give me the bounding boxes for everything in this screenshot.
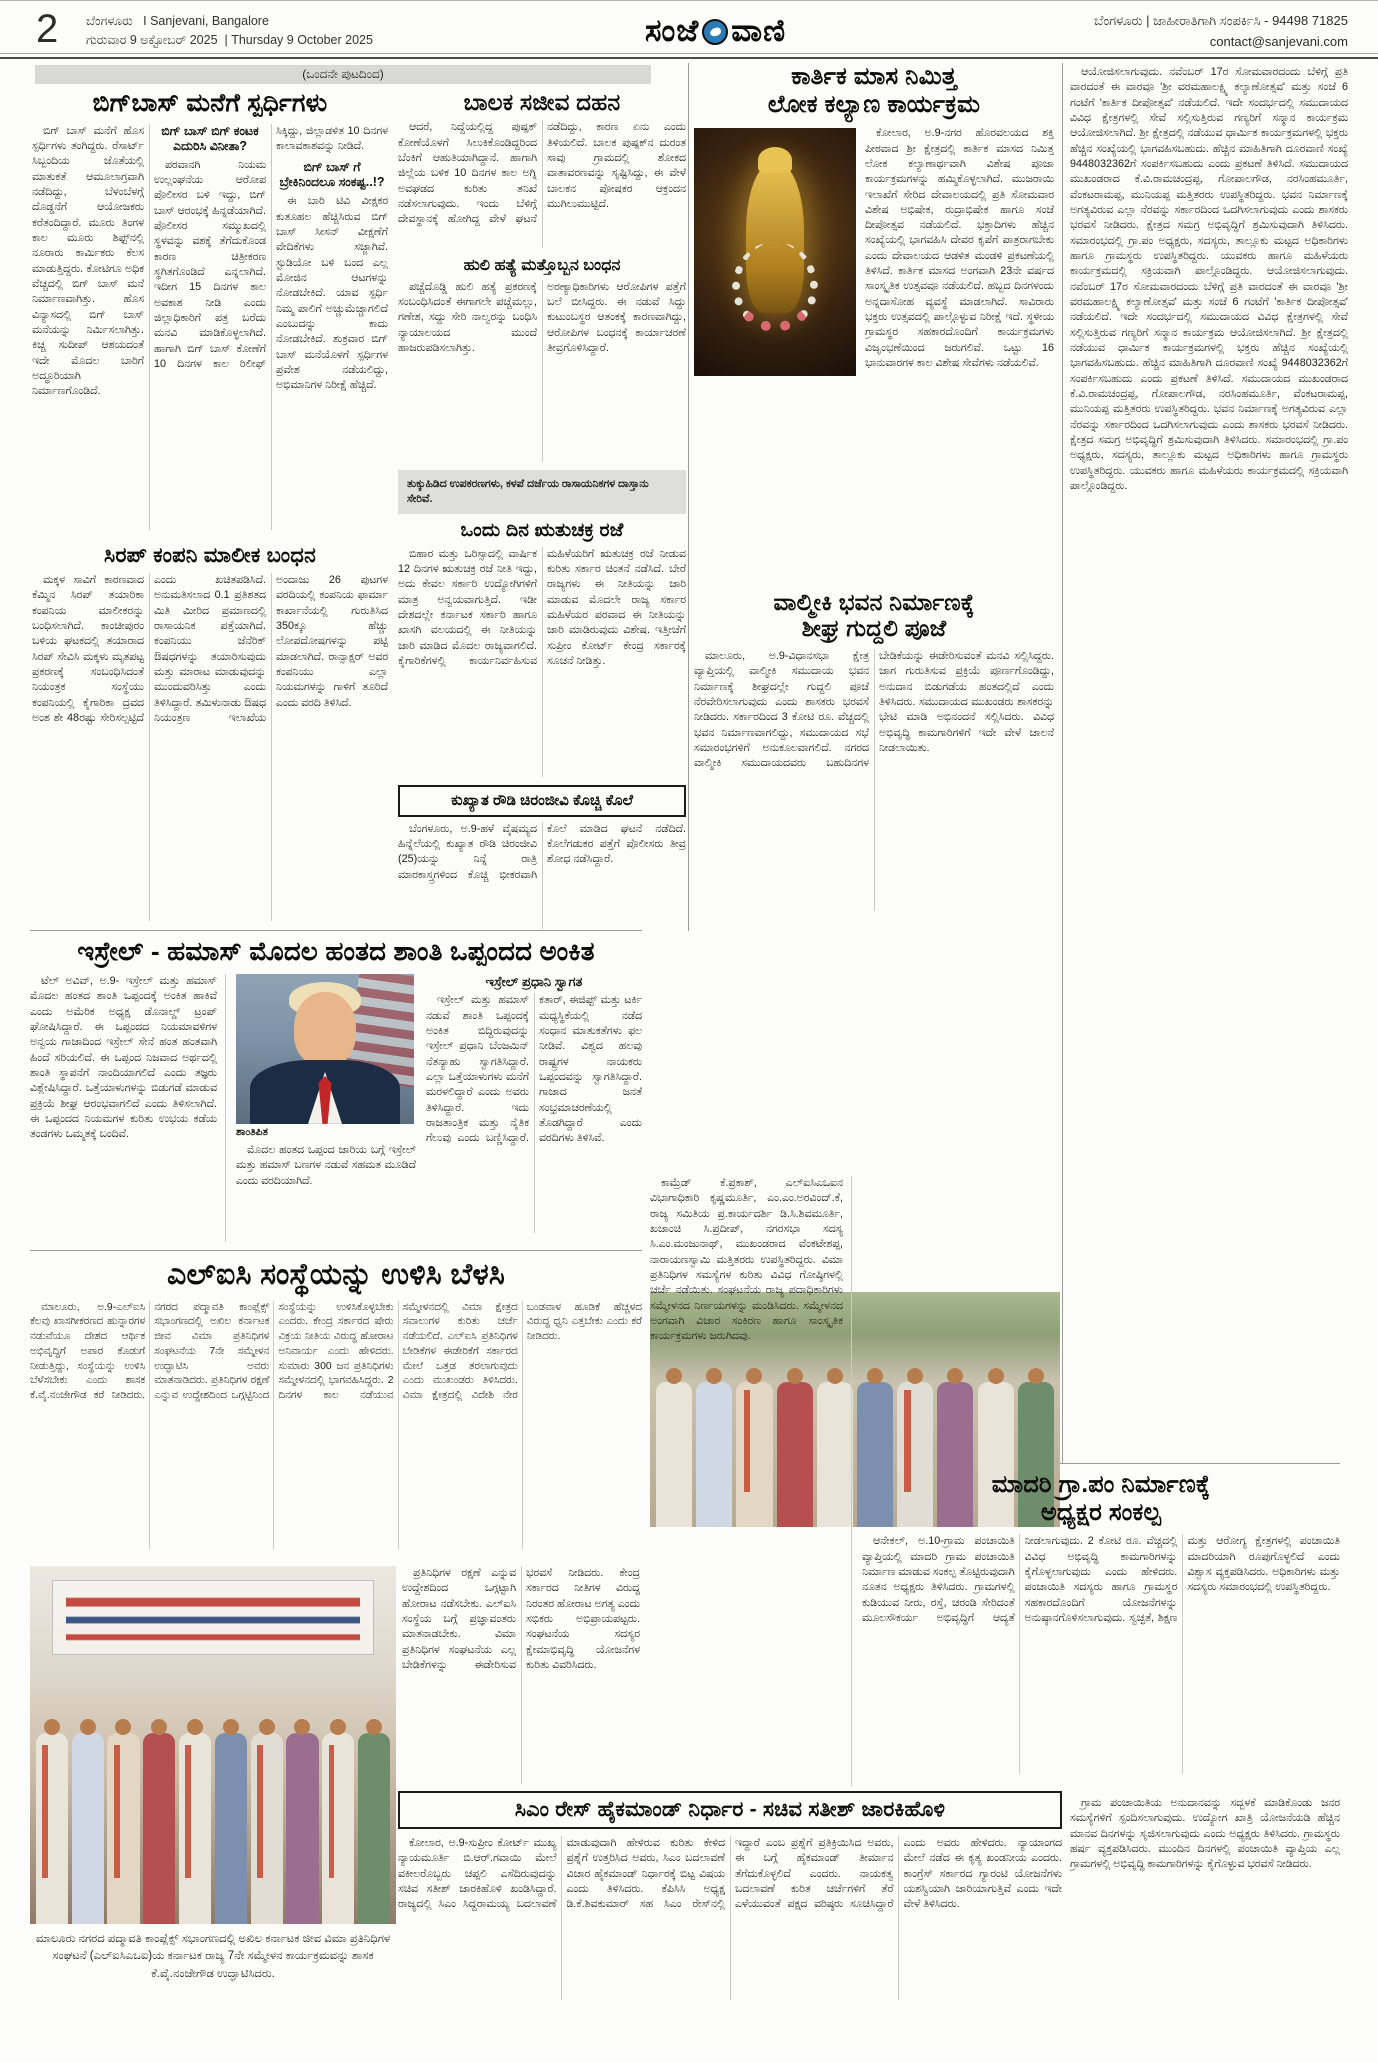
- madari-continuation: [1070, 1796, 1340, 2044]
- madari-cont-body: ಗ್ರಾಮ ಪಂಚಾಯಿತಿಯ ಅನುದಾನವನ್ನು ಸದ್ಬಳಕೆ ಮಾಡಿಕೊಂಡು ಜನರ ಸಮಸ್ಯೆಗಳಿಗೆ ಸ್ಪಂದಿಸಲಾಗುವುದು. ಉದ್ಯೋಗ ಖಾತ್ರಿ ಯೋಜನೆಯಡಿ ಹೆಚ್ಚಿನ ಮಾನವ ದಿನಗಳನ್ನು ಸೃಜಿಸಲಾಗುವುದು ಎಂದು ಅಧ್ಯಕ್ಷರು ತಿಳಿಸಿದರು. ಗ್ರಾಮಸ್ಥರು ಹರ್ಷ ವ್ಯಕ್ತಪಡಿಸಿದರು. ಮುಂದಿನ ದಿನಗಳಲ್ಲಿ ಪಂಚಾಯಿತಿ ವ್ಯಾಪ್ತಿಯ ಎಲ್ಲ ಗ್ರಾಮಗಳಲ್ಲಿ ಅಭಿವೃದ್ಧಿ ಕಾಮಗಾರಿಗಳನ್ನು ಕೈಗೊಳ್ಳುವ ಭರವಸೆ ನೀಡಿದರು.: [1070, 1797, 1340, 1871]
- headline-israel-hamas: ಇಸ್ರೇಲ್ - ಹಮಾಸ್ ಮೊದಲ ಹಂತದ ಶಾಂತಿ ಒಪ್ಪಂದದ ಅಂಕಿತ: [77, 936, 595, 966]
- madari-body: ಆನೇಕಲ್, ಅ.10-ಗ್ರಾಮ ಪಂಚಾಯಿತಿ ವ್ಯಾಪ್ತಿಯಲ್ಲಿ ಮಾದರಿ ಗ್ರಾಮ ಪಂಚಾಯಿತಿ ನಿರ್ಮಾಣ ಮಾಡುವ ಸಂಕಲ್ಪ ತೊಟ್ಟಿರುವುದಾಗಿ ನೂತನ ಅಧ್ಯಕ್ಷರು ತಿಳಿಸಿದರು. ಗ್ರಾಮಗಳಲ್ಲಿ ಕುಡಿಯುವ ನೀರು, ರಸ್ತೆ, ಚರಂಡಿ ಸೇರಿದಂತೆ ಮೂಲಸೌಕರ್ಯ ಅಭಿವೃದ್ಧಿಗೆ ಆದ್ಯತೆ ನೀಡಲಾಗುವುದು. 2 ಕೋಟಿ ರೂ. ವೆಚ್ಚದಲ್ಲಿ ವಿವಿಧ ಅಭಿವೃದ್ಧಿ ಕಾಮಗಾರಿಗಳನ್ನು ಕೈಗೊಳ್ಳಲಾಗುವುದು ಎಂದು ಹೇಳಿದರು. ಪಂಚಾಯಿತಿ ಸದಸ್ಯರು ಹಾಗೂ ಗ್ರಾಮಸ್ಥರ ಸಹಕಾರದೊಂದಿಗೆ ಯೋಜನೆಗಳನ್ನು ಅನುಷ್ಠಾನಗೊಳಿಸಲಾಗುವುದು. ಸ್ವಚ್ಛತೆ, ಶಿಕ್ಷಣ ಮತ್ತು ಆರೋಗ್ಯ ಕ್ಷೇತ್ರಗಳಲ್ಲಿ ಪಂಚಾಯಿತಿ ಮಾದರಿಯಾಗಿ ರೂಪುಗೊಳ್ಳಲಿದೆ ಎಂದು ವಿಶ್ವಾಸ ವ್ಯಕ್ತಪಡಿಸಿದರು. ಅಧಿಕಾರಿಗಳು ಮತ್ತು ಸದಸ್ಯರು ಸಮಾರಂಭದಲ್ಲಿ ಉಪಸ್ಥಿತರಿದ್ದರು.: [862, 1535, 1340, 1624]
- page-header: [0, 1, 1378, 59]
- article-israel-hamas: [30, 934, 642, 1248]
- israel-col-b-below: ಮೊದಲ ಹಂತದ ಒಪ್ಪಂದ ಜಾರಿಯ ಬಗ್ಗೆ ಇಸ್ರೇಲ್ ಮತ್ತು ಹಮಾಸ್ ಬಣಗಳ ನಡುವೆ ಸಹಮತ ಮೂಡಿದೆ ಎಂದು ವರದಿಯಾಗಿದೆ.: [236, 1143, 416, 1187]
- article-middle-stack: [398, 89, 686, 929]
- photo-crowd: [30, 1702, 396, 1924]
- flower-garland: [732, 242, 818, 332]
- column-divider: [1062, 63, 1063, 1463]
- person-figure: [286, 1733, 318, 1924]
- person-figure: [358, 1733, 390, 1924]
- rowdy-body: ಬೆಂಗಳೂರು, ಅ.9-ಹಳೆ ವೈಷಮ್ಯದ ಹಿನ್ನೆಲೆಯಲ್ಲಿ ಕುಖ್ಯಾತ ರೌಡಿ ಚಿರಂಜೀವಿ (25)ಯನ್ನು ನಿನ್ನೆ ರಾತ್ರಿ ಮಾರಕಾಸ್ತ್ರಗಳಿಂದ ಕೊಚ್ಚಿ ಭೀಕರವಾಗಿ ಕೊಲೆ ಮಾಡಿದ ಘಟನೆ ನಡೆದಿದೆ. ಕೊಲೆಗಡುಕರ ಪತ್ತೆಗೆ ಪೊಲೀಸರು ತೀವ್ರ ಶೋಧ ನಡೆಸಿದ್ದಾರೆ.: [398, 822, 686, 881]
- headline-kartika-2: ಲೋಕ ಕಲ್ಯಾಣ ಕಾರ್ಯಕ್ರಮ: [767, 90, 981, 118]
- headline-madari-1: ಮಾದರಿ ಗ್ರಾ.ಪಂ ನಿರ್ಮಾಣಕ್ಕೆ: [991, 1471, 1211, 1498]
- person-figure: [72, 1733, 104, 1924]
- kartika-body: ಕೋಲಾರ, ಅ.9-ನಗರ ಹೊರವಲಯದ ಶಕ್ತಿ ಪೀಠವಾದ ಶ್ರೀ ಕ್ಷೇತ್ರದಲ್ಲಿ ಕಾರ್ತಿಕ ಮಾಸದ ನಿಮಿತ್ತ ಲೋಕ ಕಲ್ಯಾಣಾರ್ಥವಾಗಿ ವಿಶೇಷ ಪೂಜಾ ಕಾರ್ಯಕ್ರಮಗಳನ್ನು ಹಮ್ಮಿಕೊಳ್ಳಲಾಗಿದೆ. ಮುಜರಾಯಿ ಇಲಾಖೆಗೆ ಸೇರಿದ ದೇವಾಲಯದಲ್ಲಿ ಪ್ರತಿ ಸೋಮವಾರ ವಿಶೇಷ ಅಭಿಷೇಕ, ರುದ್ರಾಭಿಷೇಕ ಹಾಗೂ ಸಂಜೆ ದೀಪೋತ್ಸವ ನಡೆಯಲಿದೆ. ಭಕ್ತಾದಿಗಳು ಹೆಚ್ಚಿನ ಸಂಖ್ಯೆಯಲ್ಲಿ ಭಾಗವಹಿಸಿ ದೇವರ ಕೃಪೆಗೆ ಪಾತ್ರರಾಗಬೇಕು ಎಂದು ದೇವಾಲಯದ ಆಡಳಿತ ಮಂಡಳಿ ಪ್ರಕಟಣೆಯಲ್ಲಿ ತಿಳಿಸಿದೆ. ಕಾರ್ತಿಕ ಮಾಸದ ಅಂಗವಾಗಿ 23ನೇ ವರ್ಷದ ಸಾಂಸ್ಕೃತಿಕ ಉತ್ಸವವೂ ನಡೆಯಲಿದೆ. ಹಬ್ಬದ ದಿನಗಳಂದು ಅನ್ನದಾಸೋಹ ವ್ಯವಸ್ಥೆ ಮಾಡಲಾಗಿದೆ. ಸಾವಿರಾರು ಭಕ್ತರು ಉತ್ಸವದಲ್ಲಿ ಪಾಲ್ಗೊಳ್ಳುವ ನಿರೀಕ್ಷೆ ಇದೆ. ಸ್ಥಳೀಯ ಗ್ರಾಮಸ್ಥರ ಸಹಕಾರದೊಂದಿಗೆ ಕಾರ್ಯಕ್ರಮಗಳು ವಿಜೃಂಭಣೆಯಿಂದ ಜರುಗಲಿವೆ. ಒಟ್ಟು 16 ಭಾನುವಾರಗಳ ಕಾಲ ವಿಶೇಷ ಸೇವೆಗಳು ನಡೆಯಲಿವೆ.: [865, 127, 1054, 370]
- headline-valmiki-2: ಶೀಘ್ರ ಗುದ್ದಲಿ ಪೂಜೆ: [801, 615, 947, 642]
- edition-kn: ಬೆಂಗಳೂರು: [86, 14, 133, 28]
- ad-contact-line: ಬೆಂಗಳೂರು | ಜಾಹೀರಾತಿಗಾಗಿ ಸಂಪರ್ಕಿಸಿ - 94498 71825: [1093, 13, 1348, 28]
- person-figure: [36, 1733, 68, 1924]
- person-figure: [107, 1733, 139, 1924]
- headline-rowdy-murder: ಕುಖ್ಯಾತ ರೌಡಿ ಚಿರಂಜೀವಿ ಕೊಚ್ಚಿ ಕೊಲೆ: [398, 785, 686, 817]
- article-bigboss: [32, 89, 388, 541]
- headline-balaka: ಬಾಲಕ ಸಜೀವ ದಹನ: [463, 89, 621, 115]
- far-right-body: ಆಯೋಜಿಸಲಾಗುವುದು. ನವೆಂಬರ್ 17ರ ಸೋಮವಾರದಂದು ಬೆಳಿಗ್ಗೆ ಪ್ರತಿ ವಾರದಂತೆ ಈ ವಾರವೂ 'ಶ್ರೀ ವರಮಹಾಲಕ್ಷ್ಮಿ ಕಲ್ಯಾಣೋತ್ಸವ' ಮತ್ತು ಸಂಜೆ 6 ಗಂಟೆಗೆ 'ಕಾರ್ತಿಕ ದೀಪೋತ್ಸವ' ನಡೆಯಲಿದೆ. ಇದೇ ಸಂದರ್ಭದಲ್ಲಿ ಸಮುದಾಯದ ವಿವಿಧ ಕ್ಷೇತ್ರಗಳಲ್ಲಿ ಸೇವೆ ಸಲ್ಲಿಸುತ್ತಿರುವ ಗಣ್ಯರಿಗೆ ಸನ್ಮಾನ ಕಾರ್ಯಕ್ರಮ ಆಯೋಜಿಸಲಾಗಿದೆ. ಶ್ರೀ ಕ್ಷೇತ್ರದಲ್ಲಿ ನಡೆಯುವ ಧಾರ್ಮಿಕ ಕಾರ್ಯಕ್ರಮಗಳಲ್ಲಿ ಭಕ್ತರು ಹೆಚ್ಚಿನ ಸಂಖ್ಯೆಯಲ್ಲಿ ಭಾಗವಹಿಸಬಹುದು. ಹೆಚ್ಚಿನ ಮಾಹಿತಿಗಾಗಿ ದೂರವಾಣಿ ಸಂಖ್ಯೆ 9448032362ಗೆ ಸಂಪರ್ಕಿಸಬಹುದು ಎಂದು ಪ್ರಕಟಣೆ ತಿಳಿಸಿದೆ. ಸಮುದಾಯದ ಮುಖಂಡರಾದ ಕೆ.ವಿ.ರಾಮಚಂದ್ರಪ್ಪ, ಗೋಪಾಲಗೌಡ, ನರಸಿಂಹಮೂರ್ತಿ, ವೆಂಕಟರಾಮಪ್ಪ, ಮುನಿಯಪ್ಪ ಮತ್ತಿತರರು ಉಪಸ್ಥಿತರಿದ್ದರು. ಭವನ ನಿರ್ಮಾಣಕ್ಕೆ ಅಗತ್ಯವಿರುವ ಎಲ್ಲಾ ನೆರವನ್ನು ಸರ್ಕಾರದಿಂದ ಒದಗಿಸಲಾಗುವುದು ಎಂದು ಶಾಸಕರು ಭರವಸೆ ನೀಡಿದರು. ಕ್ಷೇತ್ರದ ಸಮಗ್ರ ಅಭಿವೃದ್ಧಿಗೆ ಶ್ರಮಿಸುವುದಾಗಿ ತಿಳಿಸಿದರು. ಸಮಾರಂಭದಲ್ಲಿ ಗ್ರಾ.ಪಂ ಅಧ್ಯಕ್ಷರು, ಸದಸ್ಯರು, ತಾಲ್ಲೂಕು ಮಟ್ಟದ ಅಧಿಕಾರಿಗಳು ಹಾಗೂ ಗ್ರಾಮಸ್ಥರು ಉಪಸ್ಥಿತರಿದ್ದರು. ಯುವಕರು ಹಾಗೂ ಮಹಿಳೆಯರು ಕಾರ್ಯಕ್ರಮದಲ್ಲಿ ಸಕ್ರಿಯವಾಗಿ ಪಾಲ್ಗೊಂಡಿದ್ದರು. ಆಯೋಜಿಸಲಾಗುವುದು. ನವೆಂಬರ್ 17ರ ಸೋಮವಾರದಂದು ಬೆಳಿಗ್ಗೆ ಪ್ರತಿ ವಾರದಂತೆ ಈ ವಾರವೂ 'ಶ್ರೀ ವರಮಹಾಲಕ್ಷ್ಮಿ ಕಲ್ಯಾಣೋತ್ಸವ' ಮತ್ತು ಸಂಜೆ 6 ಗಂಟೆಗೆ 'ಕಾರ್ತಿಕ ದೀಪೋತ್ಸವ' ನಡೆಯಲಿದೆ. ಇದೇ ಸಂದರ್ಭದಲ್ಲಿ ಸಮುದಾಯದ ವಿವಿಧ ಕ್ಷೇತ್ರಗಳಲ್ಲಿ ಸೇವೆ ಸಲ್ಲಿಸುತ್ತಿರುವ ಗಣ್ಯರಿಗೆ ಸನ್ಮಾನ ಕಾರ್ಯಕ್ರಮ ಆಯೋಜಿಸಲಾಗಿದೆ. ಶ್ರೀ ಕ್ಷೇತ್ರದಲ್ಲಿ ನಡೆಯುವ ಧಾರ್ಮಿಕ ಕಾರ್ಯಕ್ರಮಗಳಲ್ಲಿ ಭಕ್ತರು ಹೆಚ್ಚಿನ ಸಂಖ್ಯೆಯಲ್ಲಿ ಭಾಗವಹಿಸಬಹುದು. ಹೆಚ್ಚಿನ ಮಾಹಿತಿಗಾಗಿ ದೂರವಾಣಿ ಸಂಖ್ಯೆ 9448032362ಗೆ ಸಂಪರ್ಕಿಸಬಹುದು ಎಂದು ಪ್ರಕಟಣೆ ತಿಳಿಸಿದೆ. ಸಮುದಾಯದ ಮುಖಂಡರಾದ ಕೆ.ವಿ.ರಾಮಚಂದ್ರಪ್ಪ, ಗೋಪಾಲಗೌಡ, ನರಸಿಂಹಮೂರ್ತಿ, ವೆಂಕಟರಾಮಪ್ಪ, ಮುನಿಯಪ್ಪ ಮತ್ತಿತರರು ಉಪಸ್ಥಿತರಿದ್ದರು. ಭವನ ನಿರ್ಮಾಣಕ್ಕೆ ಅಗತ್ಯವಿರುವ ಎಲ್ಲಾ ನೆರವನ್ನು ಸರ್ಕಾರದಿಂದ ಒದಗಿಸಲಾಗುವುದು ಎಂದು ಶಾಸಕರು ಭರವಸೆ ನೀಡಿದರು. ಕ್ಷೇತ್ರದ ಸಮಗ್ರ ಅಭಿವೃದ್ಧಿಗೆ ಶ್ರಮಿಸುವುದಾಗಿ ತಿಳಿಸಿದರು. ಸಮಾರಂಭದಲ್ಲಿ ಗ್ರಾ.ಪಂ ಅಧ್ಯಕ್ಷರು, ಸದಸ್ಯರು, ತಾಲ್ಲೂಕು ಮಟ್ಟದ ಅಧಿಕಾರಿಗಳು ಹಾಗೂ ಗ್ರಾಮಸ್ಥರು ಉಪಸ್ಥಿತರಿದ್ದರು. ಯುವಕರು ಹಾಗೂ ಮಹಿಳೆಯರು ಕಾರ್ಯಕ್ರಮದಲ್ಲಿ ಸಕ್ರಿಯವಾಗಿ ಪಾಲ್ಗೊಂಡಿದ್ದರು.: [1070, 66, 1348, 492]
- person-figure: [215, 1733, 247, 1924]
- column-divider: [688, 63, 689, 931]
- bigboss-subhead-2: ಬಿಗ್ ಬಾಸ್ ಗೆ ಬ್ರೇಕಿನಿಂದಲೂ ಸಂಕಷ್ಟ..!?: [279, 160, 385, 190]
- headline-madari-2: ಅಧ್ಯಕ್ಷರ ಸಂಕಲ್ಪ: [1040, 1498, 1162, 1526]
- far-right-column: [1070, 65, 1348, 1461]
- valmiki-body: ಮಾಲೂರು, ಅ.9-ವಿಧಾನಸಭಾ ಕ್ಷೇತ್ರ ವ್ಯಾಪ್ತಿಯಲ್ಲಿ ವಾಲ್ಮೀಕಿ ಸಮುದಾಯ ಭವನ ನಿರ್ಮಾಣಕ್ಕೆ ಶೀಘ್ರದಲ್ಲೇ ಗುದ್ದಲಿ ಪೂಜೆ ನೆರವೇರಿಸಲಾಗುವುದು ಎಂದು ಶಾಸಕರು ಭರವಸೆ ನೀಡಿದರು. ಸರ್ಕಾರದಿಂದ 3 ಕೋಟಿ ರೂ. ವೆಚ್ಚದಲ್ಲಿ ಭವನ ನಿರ್ಮಾಣವಾಗಲಿದ್ದು, ಸಮುದಾಯದ ಸಭೆ ಸಮಾರಂಭಗಳಿಗೆ ಅನುಕೂಲವಾಗಲಿದೆ. ನಗರದ ವಾಲ್ಮೀಕಿ ಸಮುದಾಯದವರು ಬಹುದಿನಗಳ ಬೇಡಿಕೆಯನ್ನು ಈಡೇರಿಸುವಂತೆ ಮನವಿ ಸಲ್ಲಿಸಿದ್ದರು. ಜಾಗ ಗುರುತಿಸುವ ಪ್ರಕ್ರಿಯೆ ಪೂರ್ಣಗೊಂಡಿದ್ದು, ಅನುದಾನ ಬಿಡುಗಡೆಯ ಹಂತದಲ್ಲಿದೆ ಎಂದು ತಿಳಿಸಿದರು. ಸಮುದಾಯದ ಮುಖಂಡರು ಶಾಸಕರನ್ನು ಭೇಟಿ ಮಾಡಿ ಅಭಿನಂದನೆ ಸಲ್ಲಿಸಿದರು. ವಿವಿಧ ಅಭಿವೃದ್ಧಿ ಕಾಮಗಾರಿಗಳಿಗೆ ಇದೇ ವೇಳೆ ಚಾಲನೆ ನೀಡಲಾಯಿತು.: [694, 649, 1054, 770]
- headline-sirap: ಸಿರಪ್ ಕಂಪನಿ ಮಾಲೀಕ ಬಂಧನ: [104, 544, 316, 567]
- date-kn: ಗುರುವಾರ 9 ಅಕ್ಟೋಬರ್ 2025: [86, 32, 218, 47]
- headline-lic: ಎಲ್‌ಐಸಿ ಸಂಸ್ಥೆಯನ್ನು ಉಳಿಸಿ ಬೆಳಸಿ: [167, 1258, 505, 1291]
- headline-cm-race: ಸಿಎಂ ರೇಸ್ ಹೈಕಮಾಂಡ್ ನಿರ್ಧಾರ - ಸಚಿವ ಸತೀಶ್ ಜಾರಕಿಹೊಳಿ: [398, 1791, 1062, 1829]
- person-figure: [322, 1733, 354, 1924]
- sirap-body: ಮಕ್ಕಳ ಸಾವಿಗೆ ಕಾರಣವಾದ ಕೆಮ್ಮಿನ ಸಿರಪ್ ತಯಾರಿಕಾ ಕಂಪನಿಯ ಮಾಲೀಕರನ್ನು ಬಂಧಿಸಲಾಗಿದೆ. ಕಾಂಚೀಪುರಂ ಬಳಿಯ ಘಟಕದಲ್ಲಿ ತಯಾರಾದ ಸಿರಪ್ ಸೇವಿಸಿ ಮಕ್ಕಳು ಮೃತಪಟ್ಟ ಪ್ರಕರಣಕ್ಕೆ ಸಂಬಂಧಿಸಿದಂತೆ ನಿಯಂತ್ರಕ ಸಂಸ್ಥೆಯು ಕಂಪನಿಯಲ್ಲಿ ಕೈಗಾರಿಕಾ ದ್ರವದ ಅಂಶ ಶೇ 48ರಷ್ಟು ಸೇರಿಸಲ್ಪಟ್ಟಿದೆ ಎಂದು ಖಚಿತಪಡಿಸಿದೆ. ಅನುಮತಿಸಲಾದ 0.1 ಪ್ರತಿಶತದ ಮಿತಿ ಮೀರಿದ ಪ್ರಮಾಣದಲ್ಲಿ ರಾಸಾಯನಿಕ ಪತ್ತೆಯಾಗಿದೆ. ಕಂಪನಿಯು ಜೆನೆರಿಕ್ ಔಷಧಗಳನ್ನು ತಯಾರಿಸುವುದು ಮತ್ತು ಮಾರಾಟ ಮಾಡುವುದನ್ನು ಮುಂದುವರಿಸಿತ್ತು ಎಂದು ತಿಳಿಸಿದ್ದಾರೆ. ತಮಿಳುನಾಡು ಔಷಧ ನಿಯಂತ್ರಣ ಇಲಾಖೆಯ ಅಂದಾಜು 26 ಪುಟಗಳ ವರದಿಯಲ್ಲಿ ಕಂಪನಿಯ ಫಾರ್ಮಾ ಕಾರ್ಖಾನೆಯಲ್ಲಿ ಗುರುತಿಸಿದ 350ಕ್ಕೂ ಹೆಚ್ಚು ಲೋಪದೋಷಗಳನ್ನು ಪಟ್ಟಿ ಮಾಡಲಾಗಿದೆ. ರಾನ್ಸಾಕ್ಷರ್ ಅವರ ಕಂಪನಿಯು ಎಲ್ಲಾ ನಿಯಮಗಳನ್ನು ಗಾಳಿಗೆ ತೂರಿದೆ ಎಂದು ವರದಿ ತಿಳಿಸಿದೆ.: [32, 574, 388, 725]
- article-cm-race: [398, 1791, 1062, 2017]
- trump-face: [294, 992, 356, 1066]
- trump-photo: [236, 974, 414, 1124]
- section-divider: [30, 930, 642, 931]
- bigboss-body-2: ಪರವಾನಗಿ ನಿಯಮ ಉಲ್ಲಂಘನೆಯ ಆರೋಪ ಪೊಲೀಸರ ಬಳಿ ಇದ್ದು, ಬಿಗ್ ಬಾಸ್ ಆರಂಭಕ್ಕೆ ಹಿನ್ನಡೆಯಾಗಿದೆ. ಪೊಲೀಸರ ಸಮ್ಮುಖದಲ್ಲಿ ಸ್ಥಳವನ್ನು ವಶಕ್ಕೆ ತೆಗೆದುಕೊಂಡ ಕಾರಣ ಚಿತ್ರೀಕರಣ ಸ್ಥಗಿತಗೊಂಡಿದೆ ಎನ್ನಲಾಗಿದೆ. ಇದೀಗ 15 ದಿನಗಳ ಕಾಲ ಅವಕಾಶ ನೀಡಿ ಎಂದು ಜಿಲ್ಲಾಧಿಕಾರಿಗೆ ಪತ್ರ ಬರೆದು ಮನವಿ ಮಾಡಿಕೊಳ್ಳಲಾಗಿದೆ. ಹಾಗಾಗಿ ಬಿಗ್ ಬಾಸ್ ಕೋಣೆಗೆ 10 ದಿನಗಳ ಕಾಲ ರಿಲೀಫ್ ಸಿಕ್ಕಿದ್ದು, ಜಿಲ್ಲಾಡಳಿತ 10 ದಿನಗಳ ಕಾಲಾವಕಾಶವನ್ನು ನೀಡಿದೆ.: [154, 124, 388, 371]
- edition-date-block: [86, 12, 373, 50]
- continued-from-page-strip: (ಒಂದನೇ ಪುಟದಿಂದ): [35, 65, 651, 84]
- lic-names-column: [650, 1176, 852, 1786]
- lic-continuation: [402, 1566, 640, 1784]
- person-figure: [179, 1733, 211, 1924]
- headline-valmiki-1: ವಾಲ್ಮೀಕಿ ಭವನ ನಿರ್ಮಾಣಕ್ಕೆ: [773, 589, 975, 615]
- israel-col-a: ಟೆಲ್ ಅವಿವ್, ಅ.9- ಇಸ್ರೇಲ್ ಮತ್ತು ಹಮಾಸ್ ಮೊದಲ ಹಂತದ ಶಾಂತಿ ಒಪ್ಪಂದಕ್ಕೆ ಅಂಕಿತ ಹಾಕಿವೆ ಎಂದು ಅಮೆರಿಕ ಅಧ್ಯಕ್ಷ ಡೊನಾಲ್ಡ್ ಟ್ರಂಪ್ ಘೋಷಿಸಿದ್ದಾರೆ. ಈ ಒಪ್ಪಂದದ ನಿಯಮಾವಳಿಗಳ ಅನ್ವಯ ಗಾಜಾದಿಂದ ಇಸ್ರೇಲ್ ಸೇನೆ ಹಂತ ಹಂತವಾಗಿ ಹಿಂದೆ ಸರಿಯಲಿದೆ. ಈ ಒಪ್ಪಂದ ನಿಜವಾದ ಅರ್ಥದಲ್ಲಿ ಶಾಂತಿ ಸ್ಥಾಪನೆಗೆ ನಾಂದಿಯಾಗಲಿದೆ ಎಂದು ತಜ್ಞರು ವಿಶ್ಲೇಷಿಸಿದ್ದಾರೆ. ಒತ್ತೆಯಾಳುಗಳನ್ನು ಬಿಡುಗಡೆ ಮಾಡುವ ಪ್ರಕ್ರಿಯೆ ಶೀಘ್ರ ಆರಂಭವಾಗಲಿದೆ ಎಂದು ತಿಳಿಸಲಾಗಿದೆ. ಈ ಒಪ್ಪಂದದ ನಿಯಮಗಳ ಕುರಿತು ಉಭಯ ಕಡೆಯ ತಂಡಗಳು ಒಮ್ಮತಕ್ಕೆ ಬಂದಿವೆ.: [30, 974, 217, 1141]
- israel-col-c: ಇಸ್ರೇಲ್ ಮತ್ತು ಹಮಾಸ್ ನಡುವೆ ಶಾಂತಿ ಒಪ್ಪಂದಕ್ಕೆ ಅಂಕಿತ ಬಿದ್ದಿರುವುದನ್ನು ಇಸ್ರೇಲ್ ಪ್ರಧಾನಿ ಬೆಂಜಮಿನ್ ನೆತನ್ಯಾಹು ಸ್ವಾಗತಿಸಿದ್ದಾರೆ. ಎಲ್ಲಾ ಒತ್ತೆಯಾಳುಗಳು ಮನೆಗೆ ಮರಳಲಿದ್ದಾರೆ ಎಂದು ಅವರು ತಿಳಿಸಿದ್ದಾರೆ. ಇದು ರಾಜತಾಂತ್ರಿಕ ಮತ್ತು ನೈತಿಕ ಗೆಲುವು ಎಂದು ಬಣ್ಣಿಸಿದ್ದಾರೆ. ಕತಾರ್, ಈಜಿಪ್ಟ್ ಮತ್ತು ಟರ್ಕಿ ಮಧ್ಯಸ್ಥಿಕೆಯಲ್ಲಿ ನಡೆದ ಸಂಧಾನ ಮಾತುಕತೆಗಳು ಫಲ ನೀಡಿವೆ. ವಿಶ್ವದ ಹಲವು ರಾಷ್ಟ್ರಗಳ ನಾಯಕರು ಒಪ್ಪಂದವನ್ನು ಸ್ವಾಗತಿಸಿದ್ದಾರೆ. ಗಾಜಾದ ಜನತೆ ಸಂಭ್ರಮಾಚರಣೆಯಲ್ಲಿ ತೊಡಗಿದ್ದಾರೆ ಎಂದು ವರದಿಗಳು ತಿಳಿಸಿವೆ.: [426, 994, 642, 1145]
- article-madari: [862, 1471, 1340, 1789]
- headline-rutuchakra: ಒಂದು ದಿನ ಋತುಚಕ್ರ ರಜೆ: [460, 519, 624, 541]
- israel-photo-column: [236, 974, 416, 1242]
- israel-pm-subhead: ಇಸ್ರೇಲ್ ಪ್ರಧಾನಿ ಸ್ವಾಗತ: [485, 973, 583, 989]
- trump-photo-caption: ಶಾಂತಿಪಿತ: [236, 1125, 268, 1138]
- article-valmiki: [694, 589, 1054, 929]
- date-en: | Thursday 9 October 2025: [224, 32, 373, 47]
- bigboss-body-1: ಬಿಗ್ ಬಾಸ್ ಮನೆಗೆ ಹೊಸ ಸ್ಪರ್ಧಿಗಳು ತಂಗಿದ್ದರು. ರೆಸಾರ್ಟ್ ಸಿಬ್ಬಂದಿಯ ಜೊತೆಯಲ್ಲಿ ಮಾತುಕತೆ ಆಮೂಲಾಗ್ರವಾಗಿ ನಡೆದಿದ್ದು, ಬೆಳಂಬೆಳಗ್ಗೆ ದೊಡ್ಡನೆಗೆ ಆಯೋಜಕರು ಕರೆತಂದಿದ್ದಾರೆ. ಮೂರು ತಿಂಗಳ ಕಾಲ ಮೂರು ಶಿಫ್ಟ್‌ನಲ್ಲಿ ನೂರಾರು ಕಾರ್ಮಿಕರು ಕೆಲಸ ಮಾಡುತ್ತಿದ್ದರು. ಕೋಟಿಗೂ ಅಧಿಕ ವೆಚ್ಚದಲ್ಲಿ ಬಿಗ್ ಬಾಸ್ ಮನೆ ನಿರ್ಮಾಣವಾಗಿತ್ತು. ಹೊಸ ವಿನ್ಯಾಸದಲ್ಲಿ ಬಿಗ್ ಬಾಸ್ ಮನೆಯನ್ನು ನಿರ್ಮಿಸಲಾಗಿತ್ತು. ಕಿಚ್ಚ ಸುದೀಪ್ ಆಶಯದಂತೆ ಇದೇ ಮೊದಲ ಬಾರಿಗೆ ಅದ್ಧೂರಿಯಾಗಿ ನಿರ್ಮಾಣಗೊಂಡಿದೆ.: [32, 124, 144, 398]
- masthead-left: ಸಂಜೆ: [645, 13, 700, 48]
- israel-right-columns: [426, 974, 642, 1242]
- lic-event-photo: [30, 1566, 396, 1924]
- rutuchakra-body: ಬಿಹಾರ ಮತ್ತು ಒರಿಸ್ಸಾದಲ್ಲಿ ವಾರ್ಷಿಕ 12 ದಿನಗಳ ಋತುಚಕ್ರ ರಜೆ ನೀತಿ ಇದ್ದು, ಅದು ಕೇವಲ ಸರ್ಕಾರಿ ಉದ್ಯೋಗಿಗಳಿಗೆ ಮಾತ್ರ ಅನ್ವಯವಾಗುತ್ತಿದೆ. ಇಡೀ ದೇಶದಲ್ಲೇ ಕರ್ನಾಟಕ ಸರ್ಕಾರಿ ಹಾಗೂ ಖಾಸಗಿ ವಲಯದಲ್ಲಿ ಈ ನೀತಿಯನ್ನು ಜಾರಿ ಮಾಡಿದ ಮೊದಲ ರಾಜ್ಯವಾಗಲಿದೆ. ಕೈಗಾರಿಕೆಗಳಲ್ಲಿ ಕಾರ್ಯನಿರ್ವಹಿಸುವ ಮಹಿಳೆಯರಿಗೆ ಋತುಚಕ್ರ ರಜೆ ನೀಡುವ ಕುರಿತು ಸರ್ಕಾರ ಚಿಂತನೆ ನಡೆಸಿದೆ. ಬೇರೆ ರಾಜ್ಯಗಳು ಈ ನೀತಿಯನ್ನು ಜಾರಿ ಮಾಡುವ ಮೊದಲೇ ರಾಜ್ಯ ಸರ್ಕಾರ ಮಹಿಳೆಯರ ಪರವಾದ ಈ ನೀತಿಯನ್ನು ಜಾರಿ ಮಾಡಿರುವುದು ವಿಶೇಷ. ಇತ್ತೀಚೆಗೆ ಸುಪ್ರೀಂ ಕೋರ್ಟ್ ಕೇಂದ್ರ ಸರ್ಕಾರಕ್ಕೆ ಸೂಚನೆ ನೀಡಿತ್ತು.: [398, 547, 686, 667]
- lic-names-body: ಕಾಮ್ರೆಡ್ ಕೆ.ಪ್ರಕಾಶ್, ಎಲ್‌ಐಸಿಎಒಐನ ವಿಭಾಗಾಧಿಕಾರಿ ಕೃಷ್ಣಮೂರ್ತಿ, ಎಂ.ಎಂ.ಅರವಿಂದ್.ಕೆ, ರಾಜ್ಯ ಸಮಿತಿಯ ಪ್ರ.ಕಾರ್ಯದರ್ಶಿ ಡಿ.ಸಿ.ಶಿವಮೂರ್ತಿ, ಖಜಾಂಚಿ ಸಿ.ಪ್ರದೀಪ್, ನಗರಸಭಾ ಸದಸ್ಯ ಸಿ.ಎಂ.ಮಂಜುನಾಥ್, ಮುಖಂಡರಾದ ವೆಂಕಟೇಶಪ್ಪ, ನಾರಾಯಣಸ್ವಾಮಿ ಮತ್ತಿತರರು ಉಪಸ್ಥಿತರಿದ್ದರು. ವಿಮಾ ಪ್ರತಿನಿಧಿಗಳ ಸಮಸ್ಯೆಗಳ ಕುರಿತು ವಿವಿಧ ಗೋಷ್ಠಿಗಳಲ್ಲಿ ಚರ್ಚೆ ನಡೆಯಿತು. ಸಂಘಟನೆಯ ರಾಜ್ಯ ಪದಾಧಿಕಾರಿಗಳು ಸಮ್ಮೇಳನದ ನಿರ್ಣಯಗಳನ್ನು ಮಂಡಿಸಿದರು. ಸಮ್ಮೇಳನದ ಅಂಗವಾಗಿ ವಿಚಾರ ಸಂಕಿರಣ ಹಾಗೂ ಸಾಂಸ್ಕೃತಿಕ ಕಾರ್ಯಕ್ರಮಗಳು ಜರುಗಿದವು.: [650, 1177, 843, 1343]
- lic-photo-caption: ಮಾಲೂರು ನಗರದ ಪದ್ಮಾವತಿ ಕಾಂಪ್ಲೆಕ್ಸ್ ಸಭಾಂಗಣದಲ್ಲಿ ಅಖಿಲ ಕರ್ನಾಟಕ ಜೀವ ವಿಮಾ ಪ್ರತಿನಿಧಿಗಳ ಸಂಘಟನೆ (ಎಲ್‌ಐಸಿಎಒಐ)ಯ ಕರ್ನಾಟಕ ರಾಜ್ಯ 7ನೇ ಸಮ್ಮೇಳನ ಕಾರ್ಯಕ್ರಮವನ್ನು ಶಾಸಕ ಕೆ.ವೈ.ನಂಜೇಗೌಡ ಉದ್ಘಾಟಿಸಿದರು.: [35, 1933, 391, 1980]
- article-kartika: [694, 63, 1054, 585]
- masthead: [645, 13, 786, 50]
- masthead-right: ವಾಣಿ: [731, 13, 787, 48]
- article-lic: [30, 1254, 642, 1562]
- contact-email: contact@sanjevani.com: [1209, 33, 1348, 49]
- person-figure: [143, 1733, 175, 1924]
- headline-kartika-1: ಕಾರ್ತಿಕ ಮಾಸ ನಿಮಿತ್ತ: [791, 63, 957, 90]
- huli-body: ಪಚ್ಚೆದೊಡ್ಡಿ ಹುಲಿ ಹತ್ಯೆ ಪ್ರಕರಣಕ್ಕೆ ಸಂಬಂಧಿಸಿದಂತೆ ಈಗಾಗಲೇ ಪಚ್ಚೆಮಲ್ಲು, ಗಣೇಶ, ಸದ್ದು ಸೇರಿ ನಾಲ್ವರನ್ನು ಬಂಧಿಸಿ ನ್ಯಾಯಾಲಯದ ಮುಂದೆ ಹಾಜರುಪಡಿಸಲಾಗಿತ್ತು. ಅರಣ್ಯಾಧಿಕಾರಿಗಳು ಆರೋಪಿಗಳ ಪತ್ತೆಗೆ ಬಲೆ ಬೀಸಿದ್ದರು. ಈ ನಡುವೆ ಸಿದ್ದು ಕುಟುಂಬಸ್ಥರ ಆತಂಕಕ್ಕೆ ಕಾರಣವಾಗಿದ್ದು, ಆರೋಪಿಗಳ ಬಂಧನಕ್ಕೆ ಕಾರ್ಯಾಚರಣೆ ತೀವ್ರಗೊಳಿಸಿದ್ದಾರೆ.: [398, 280, 686, 354]
- section-divider: [30, 1250, 642, 1251]
- bigboss-body-3: ಈ ಬಾರಿ ಟಿವಿ ವೀಕ್ಷಕರ ಕುತೂಹಲ ಹೆಚ್ಚಿಸಿರುವ ಬಿಗ್ ಬಾಸ್ ಸೀಸನ್ ವೀಕ್ಷಣೆಗೆ ವೇದಿಕೆಗಳು ಸಜ್ಜಾಗಿವೆ. ಸ್ಟುಡಿಯೋ ಬಳಿ ಬಂದ ಎಲ್ಲ ಮೋಜಿನ ಆಟಗಳನ್ನು ನೋಡಬೇಕಿದೆ. ಯಾವ ಸ್ಪರ್ಧಿ ನಿಮ್ಮ ಪಾಲಿಗೆ ಅಚ್ಚುಮೆಚ್ಚಾಗಲಿದೆ ಎಂಬುದನ್ನು ಕಾದು ನೋಡಬೇಕಿದೆ. ಶುಕ್ರವಾರ ಬಿಗ್ ಬಾಸ್ ಮನೆಯೊಳಗೆ ಸ್ಪರ್ಧಿಗಳ ಪ್ರವೇಶ ನಡೆಯಲಿದ್ದು, ಅಭಿಮಾನಿಗಳ ನಿರೀಕ್ಷೆ ಹೆಚ್ಚಿದೆ.: [276, 195, 388, 392]
- balaka-body: ಆದರೆ, ನಿದ್ದೆಯಲ್ಲಿದ್ದ ಪುಷ್ಪಕ್ ಕೋಣೆಯೊಳಗೆ ಸಿಲುಕಿಕೊಂಡಿದ್ದರಿಂದ ಬೆಂಕಿಗೆ ಆಹುತಿಯಾಗಿದ್ದಾನೆ. ಹಾಗಾಗಿ ಜಿಲ್ಲೆಯ ಬಳಿಕ 10 ದಿನಗಳ ಕಾಲ ಅಗ್ನಿ ಅವಘಡದ ಕುರಿತು ತನಿಖೆ ನಡೆಸಲಾಗುವುದು. ಇಂದು ಬೆಳಿಗ್ಗೆ ದೇವಸ್ಥಾನಕ್ಕೆ ಹೋಗಿದ್ದ ವೇಳೆ ಘಟನೆ ನಡೆದಿದ್ದು, ಕಾರಣ ಏನು ಎಂದು ತಿಳಿಯಲಿದೆ. ಬಾಲಕ ಪುಷ್ಪಕ್‌ನ ದುರಂತ ಸಾವು ಗ್ರಾಮದಲ್ಲಿ ಶೋಕದ ವಾತಾವರಣವನ್ನು ಸೃಷ್ಟಿಸಿದ್ದು, ಈ ವೇಳೆ ಬಾಲಕನ ಪೋಷಕರ ಆಕ್ರಂದನ ಮುಗಿಲುಮುಟ್ಟಿದೆ.: [398, 121, 686, 226]
- contact-block: [1094, 11, 1348, 53]
- event-banner: [52, 1580, 374, 1655]
- deity-photo: [694, 128, 856, 376]
- masthead-bird-logo-icon: [702, 19, 728, 45]
- lic-cont-body: ಪ್ರತಿನಿಧಿಗಳ ರಕ್ಷಣೆ ಎನ್ನುವ ಉದ್ದೇಶದಿಂದ ಒಗ್ಗಟ್ಟಾಗಿ ಹೋರಾಟ ನಡೆಸಬೇಕು. ಎಲ್‌ಐಸಿ ಸಂಸ್ಥೆಯ ಬಗ್ಗೆ ಪ್ರಜ್ಞಾವಂತರು ಮಾತನಾಡಬೇಕು. ವಿಮಾ ಪ್ರತಿನಿಧಿಗಳ ಸಂಘಟನೆಯ ಎಲ್ಲ ಬೇಡಿಕೆಗಳನ್ನು ಈಡೇರಿಸುವ ಭರವಸೆ ನೀಡಿದರು. ಕೇಂದ್ರ ಸರ್ಕಾರದ ನೀತಿಗಳ ವಿರುದ್ಧ ನಿರಂತರ ಹೋರಾಟ ಅಗತ್ಯ ಎಂದು ಸಭಿಕರು ಅಭಿಪ್ರಾಯಪಟ್ಟರು. ಸಂಘಟನೆಯ ಸದಸ್ಯರ ಕ್ಷೇಮಾಭಿವೃದ್ಧಿ ಯೋಜನೆಗಳ ಕುರಿತು ವಿವರಿಸಿದರು.: [402, 1567, 640, 1671]
- headline-huli-hatye: ಹುಲಿ ಹತ್ಯೆ ಮತ್ತೊಬ್ಬನ ಬಂಧನ: [463, 257, 621, 275]
- gray-highlight-box: ತುಕ್ಕುಹಿಡಿದ ಉಪಕರಣಗಳು, ಕಳಪೆ ದರ್ಜೆಯ ರಾಸಾಯನಿಕಗಳ ದಾಸ್ತಾನು ಸೇರಿವೆ.: [398, 470, 686, 514]
- page-number: 2: [36, 7, 59, 51]
- lic-body: ಮಾಲೂರು, ಅ.9-ಎಲ್‌ಐಸಿ ಕೆಲವು ಖಾಸಗೀಕರಣದ ಹುನ್ನಾರಗಳ ನಡುವೆಯೂ ದೇಶದ ಆರ್ಥಿಕ ಅಭಿವೃದ್ಧಿಗೆ ಅಪಾರ ಕೊಡುಗೆ ನೀಡುತ್ತಿದ್ದು, ಸಂಸ್ಥೆಯನ್ನು ಉಳಿಸಿ ಬೆಳೆಸಬೇಕು ಎಂದು ಶಾಸಕ ಕೆ.ವೈ.ನಂಜೇಗೌಡ ಕರೆ ನೀಡಿದರು. ನಗರದ ಪದ್ಮಾವತಿ ಕಾಂಪ್ಲೆಕ್ಸ್ ಸಭಾಂಗಣದಲ್ಲಿ ಅಖಿಲ ಕರ್ನಾಟಕ ಜೀವ ವಿಮಾ ಪ್ರತಿನಿಧಿಗಳ ಸಂಘಟನೆಯ 7ನೇ ಸಮ್ಮೇಳನ ಉದ್ಘಾಟಿಸಿ ಅವರು ಮಾತನಾಡಿದರು. ಪ್ರತಿನಿಧಿಗಳ ರಕ್ಷಣೆ ಎನ್ನುವ ಉದ್ದೇಶದಿಂದ ಒಗ್ಗಟ್ಟಿನಿಂದ ಸಂಸ್ಥೆಯನ್ನು ಉಳಿಸಿಕೊಳ್ಳಬೇಕು ಎಂದರು. ಕೇಂದ್ರ ಸರ್ಕಾರದ ಷೇರು ವಿಕ್ರಯ ನೀತಿಯ ವಿರುದ್ಧ ಹೋರಾಟ ಅನಿವಾರ್ಯ ಎಂದು ಹೇಳಿದರು. ಸುಮಾರು 300 ಜನ ಪ್ರತಿನಿಧಿಗಳು ಸಮ್ಮೇಳನದಲ್ಲಿ ಭಾಗವಹಿಸಿದ್ದರು. 2 ದಿನಗಳ ಕಾಲ ನಡೆಯುವ ಸಮ್ಮೇಳನದಲ್ಲಿ ವಿಮಾ ಕ್ಷೇತ್ರದ ಸವಾಲುಗಳ ಕುರಿತು ಚರ್ಚೆ ನಡೆಯಲಿದೆ. ಎಲ್‌ಐಸಿ ಪ್ರತಿನಿಧಿಗಳ ಬೇಡಿಕೆಗಳ ಈಡೇರಿಕೆಗೆ ಸರ್ಕಾರದ ಮೇಲೆ ಒತ್ತಡ ತರಲಾಗುವುದು ಎಂದು ಮುಖಂಡರು ತಿಳಿಸಿದರು. ವಿಮಾ ಕ್ಷೇತ್ರದಲ್ಲಿ ವಿದೇಶಿ ನೇರ ಬಂಡವಾಳ ಹೂಡಿಕೆ ಹೆಚ್ಚಳದ ವಿರುದ್ಧ ಧ್ವನಿ ಎತ್ತಬೇಕು ಎಂದು ಕರೆ ನೀಡಿದರು.: [30, 1301, 642, 1402]
- edition-en: I Sanjevani, Bangalore: [143, 14, 269, 28]
- headline-bigboss: ಬಿಗ್‌ಬಾಸ್ ಮನೆಗೆ ಸ್ಪರ್ಧಿಗಳು: [92, 89, 328, 117]
- bigboss-subhead-1: ಬಿಗ್ ಬಾಸ್ ಬಿಗ್ ಕಂಟಕ ಎದುರಿಸಿ ವಿನೀತಾ?: [161, 123, 259, 153]
- cm-race-body: ಕೋಲಾರ, ಅ.9-ಸುಪ್ರೀಂ ಕೋರ್ಟ್ ಮುಖ್ಯ ನ್ಯಾಯಮೂರ್ತಿ ಬಿ.ಆರ್.ಗವಾಯಿ ಮೇಲೆ ವಕೀಲರೊಬ್ಬರು ಚಪ್ಪಲಿ ಎಸೆದಿರುವುದನ್ನು ಸಚಿವ ಸತೀಶ್ ಜಾರಕಿಹೊಳಿ ಖಂಡಿಸಿದ್ದಾರೆ. ರಾಜ್ಯದಲ್ಲಿ ಸಿಎಂ ಸಿದ್ದರಾಮಯ್ಯ ಬದಲಾವಣೆ ಮಾಡುವುದಾಗಿ ಹೇಳಿರುವ ಕುರಿತು ಕೇಳಿದ ಪ್ರಶ್ನೆಗೆ ಉತ್ತರಿಸಿದ ಅವರು, ಸಿಎಂ ಬದಲಾವಣೆ ವಿಚಾರ ಹೈಕಮಾಂಡ್ ನಿರ್ಧಾರಕ್ಕೆ ಬಿಟ್ಟ ವಿಷಯ ಎಂದು ತಿಳಿಸಿದರು. ಕೆಪಿಸಿಸಿ ಅಧ್ಯಕ್ಷ ಡಿ.ಕೆ.ಶಿವಕುಮಾರ್ ಸಹ ಸಿಎಂ ರೇಸ್‌ನಲ್ಲಿ ಇದ್ದಾರೆ ಎಂಬ ಪ್ರಶ್ನೆಗೆ ಪ್ರತಿಕ್ರಿಯಿಸಿದ ಅವರು, ಈ ಬಗ್ಗೆ ಹೈಕಮಾಂಡ್ ತೀರ್ಮಾನ ತೆಗೆದುಕೊಳ್ಳಲಿದೆ ಎಂದರು. ನಾಯಕತ್ವ ಬದಲಾವಣೆ ಕುರಿತ ಚರ್ಚೆಗಳಿಗೆ ತೆರೆ ಎಳೆಯುವಂತೆ ಪಕ್ಷದ ವರಿಷ್ಠರು ಸೂಚಿಸಿದ್ದಾರೆ ಎಂದು ಅವರು ಹೇಳಿದರು. ನ್ಯಾಯಾಂಗದ ಮೇಲೆ ನಡೆದ ಈ ಕೃತ್ಯ ಖಂಡನೀಯ ಎಂದರು. ಕಾಂಗ್ರೆಸ್ ಸರ್ಕಾರದ ಗ್ಯಾರಂಟಿ ಯೋಜನೆಗಳು ಯಶಸ್ವಿಯಾಗಿ ಜಾರಿಯಾಗುತ್ತಿವೆ ಎಂದು ಇದೇ ವೇಳೆ ತಿಳಿಸಿದರು.: [398, 1837, 1062, 1911]
- person-figure: [251, 1733, 283, 1924]
- article-sirap: [32, 544, 388, 928]
